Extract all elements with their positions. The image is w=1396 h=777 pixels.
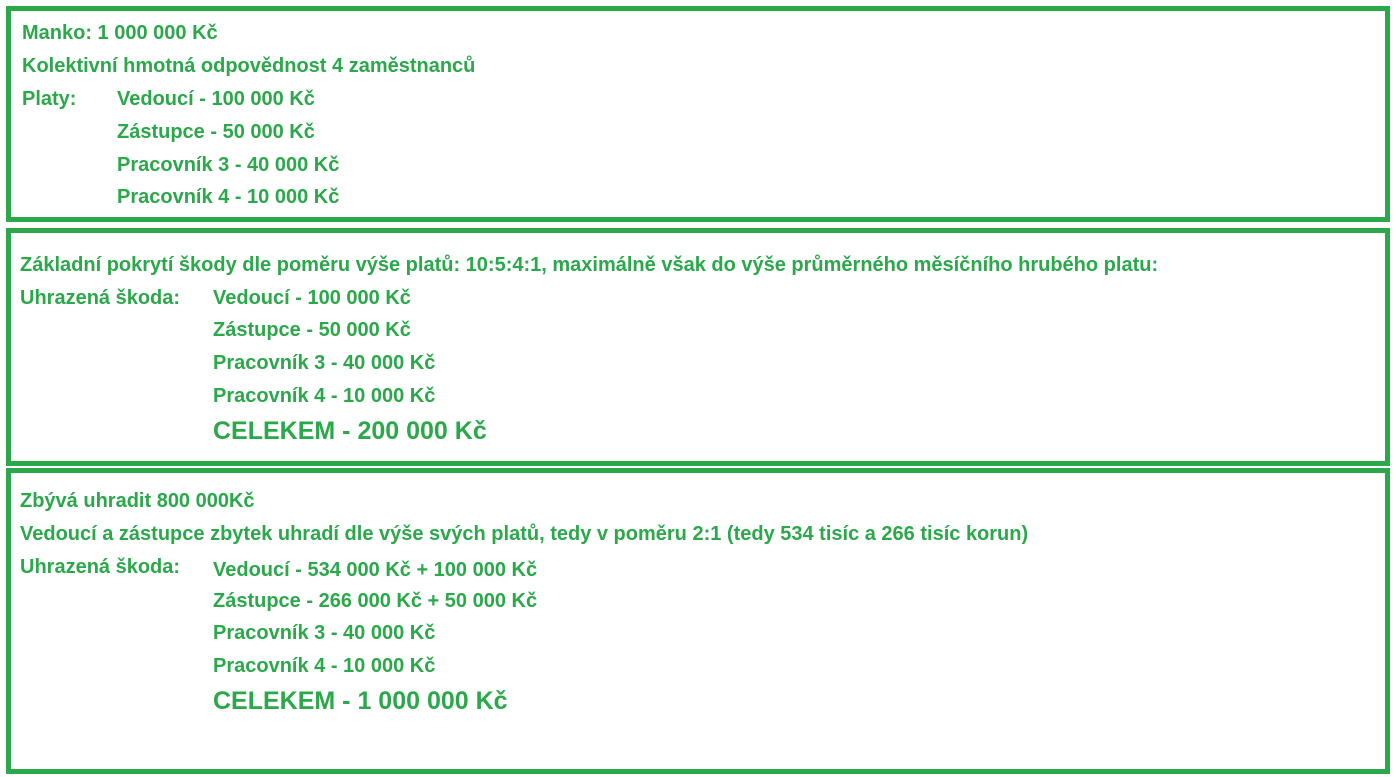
manko-line: Manko: 1 000 000 Kč	[22, 22, 218, 44]
platy-label: Platy:	[22, 88, 77, 110]
skoda-zastupce-1: Zástupce - 50 000 Kč	[213, 319, 411, 341]
kolektivni-line: Kolektivní hmotná odpovědnost 4 zaměstnanců	[22, 55, 476, 77]
skoda-vedouci-2: Vedoucí - 534 000 Kč + 100 000 Kč	[213, 559, 538, 581]
skoda-vedouci-1: Vedoucí - 100 000 Kč	[213, 287, 411, 309]
skoda-pracovnik-4-2: Pracovník 4 - 10 000 Kč	[213, 655, 436, 677]
uhrazena-skoda-label-1: Uhrazená škoda:	[20, 287, 181, 309]
zakladni-pokryti-intro: Základní pokrytí škody dle poměru výše platů: 10:5:4:1, maximálně však do výše průměrného měsíčního hrubého platu:	[20, 254, 1159, 276]
skoda-pracovnik-3-2: Pracovník 3 - 40 000 Kč	[213, 622, 436, 644]
skoda-pracovnik-3-1: Pracovník 3 - 40 000 Kč	[213, 352, 436, 374]
plat-pracovnik-3: Pracovník 3 - 40 000 Kč	[117, 154, 340, 176]
skoda-zastupce-2: Zástupce - 266 000 Kč + 50 000 Kč	[213, 590, 538, 612]
skoda-pracovnik-4-1: Pracovník 4 - 10 000 Kč	[213, 385, 436, 407]
uhrazena-skoda-label-2: Uhrazená škoda:	[20, 556, 181, 578]
celkem-1: CELEKEM - 200 000 Kč	[213, 417, 487, 445]
vedouci-zastupce-line: Vedoucí a zástupce zbytek uhradí dle výše svých platů, tedy v poměru 2:1 (tedy 534 tisíc a 266 tisíc korun)	[20, 523, 1029, 545]
plat-zastupce: Zástupce - 50 000 Kč	[117, 121, 315, 143]
plat-vedouci: Vedoucí - 100 000 Kč	[117, 88, 315, 110]
celkem-2: CELEKEM - 1 000 000 Kč	[213, 687, 508, 715]
zbyva-uhradit-line: Zbývá uhradit 800 000Kč	[20, 490, 255, 512]
plat-pracovnik-4: Pracovník 4 - 10 000 Kč	[117, 186, 340, 208]
